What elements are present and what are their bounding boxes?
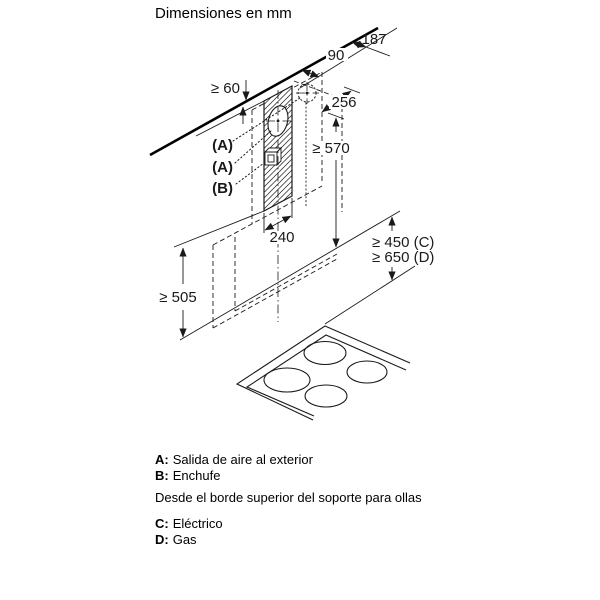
legend-item-b — [155, 468, 220, 484]
rear-outlet-center-dot — [277, 120, 280, 123]
hob-outer-border — [237, 326, 410, 420]
dim-450-ref: (C) — [413, 234, 435, 251]
hood-bottom-back-edge — [235, 254, 337, 311]
leader-socket — [236, 163, 264, 184]
callout-outlet-top: (A) — [212, 137, 233, 154]
callout-socket: (B) — [212, 180, 233, 197]
legend-note: Desde el borde superior del soporte para ollas — [155, 490, 422, 505]
burner-right — [347, 361, 387, 383]
dim-187-label: 187 — [361, 31, 387, 48]
plate-top-extension-line — [196, 101, 264, 136]
plate-bottom-extension-line — [174, 211, 264, 247]
hob — [237, 326, 410, 420]
top-outlet-center-dot — [306, 92, 309, 95]
dim-256-label: 256 — [331, 94, 357, 111]
legend-key-b: B: — [155, 468, 169, 483]
socket-inner-detail — [268, 155, 274, 162]
legend-item-d — [155, 532, 197, 548]
page-title: Dimensiones en mm — [155, 5, 292, 22]
hood-bottom-front-edge — [213, 259, 337, 328]
legend-key-d: D: — [155, 532, 169, 547]
socket-box — [265, 148, 281, 165]
dim-90-label: 90 — [327, 47, 345, 64]
dim-570-label: ≥ 570 — [312, 140, 350, 157]
legend-item-a — [155, 452, 313, 468]
callout-outlet-rear: (A) — [212, 159, 233, 176]
dim-505-label: ≥ 505 — [159, 289, 197, 306]
burner-back — [304, 342, 346, 365]
burner-left — [264, 368, 310, 392]
legend-key-a: A: — [155, 452, 169, 467]
dim-90-line — [302, 70, 319, 77]
burner-front — [305, 385, 347, 407]
hob-surface-extension-line — [325, 266, 415, 324]
legend-text-c: Eléctrico — [172, 516, 223, 531]
dim-450-value: ≥ 450 — [372, 234, 414, 251]
dim-187-overshoot — [366, 47, 390, 56]
dim-650-value: ≥ 650 — [372, 249, 414, 266]
legend-text-d: Gas — [172, 532, 197, 547]
text-backers — [157, 48, 360, 304]
legend-text-b: Enchufe — [172, 468, 221, 483]
dim-60-label: ≥ 60 — [210, 80, 240, 97]
legend-text-a: Salida de aire al exterior — [172, 452, 313, 467]
dim-650-ref: (D) — [413, 249, 435, 266]
dim-256-reference-tick — [344, 87, 360, 93]
dim-650-label — [372, 249, 434, 266]
hob-inner-border — [247, 335, 406, 416]
legend-key-c: C: — [155, 516, 169, 531]
dim-240-label: 240 — [269, 229, 295, 246]
legend-item-c — [155, 516, 223, 532]
